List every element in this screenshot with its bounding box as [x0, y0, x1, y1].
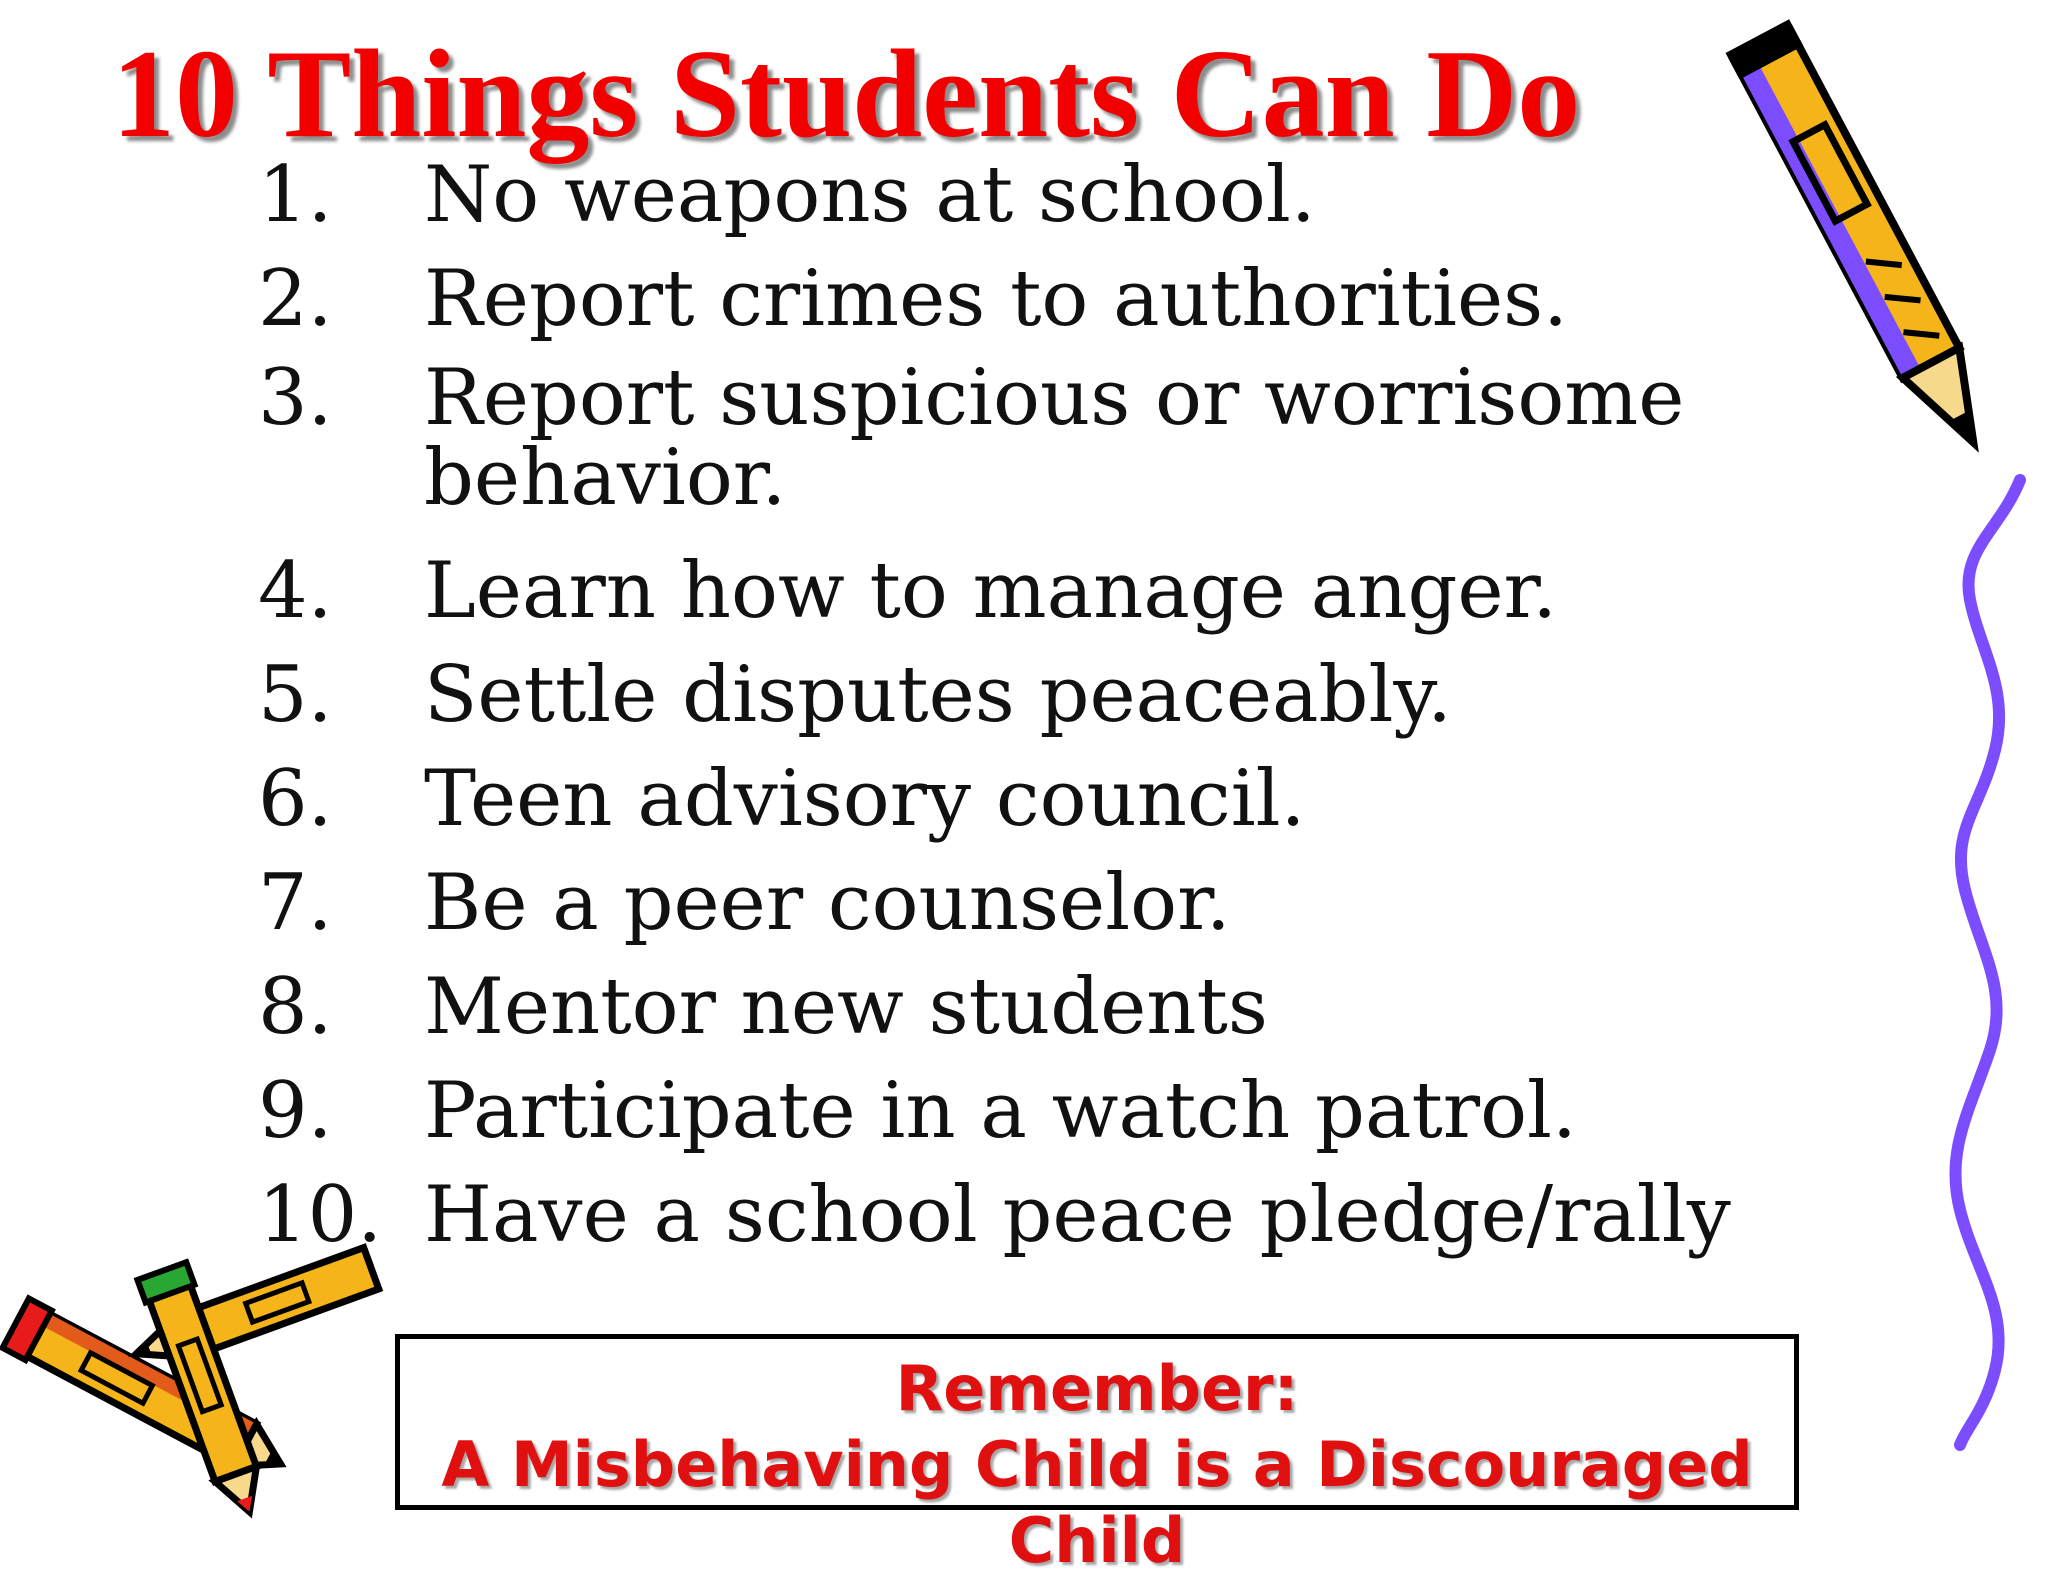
numbered-list: [258, 150, 1924, 1274]
slide-title: 10 Things Students Can Do: [112, 25, 1581, 164]
list-number: 5.: [258, 650, 333, 740]
list-item: [258, 254, 1924, 344]
list-item: [258, 150, 1924, 240]
reminder-message: A Misbehaving Child is a Discouraged Child: [441, 1428, 1753, 1577]
pencils-icon: [0, 1240, 420, 1530]
list-text: Learn how to manage anger.: [424, 546, 1558, 636]
list-number: 10.: [258, 1170, 383, 1260]
list-text: Teen advisory council.: [424, 754, 1306, 844]
list-text: Report suspicious or worrisome behavior.: [424, 353, 1685, 523]
list-text: Report crimes to authorities.: [424, 254, 1568, 344]
list-item: [258, 1066, 1924, 1156]
list-text: Have a school peace pledge/rally: [424, 1170, 1731, 1260]
squiggle-line: [1940, 470, 2030, 1450]
list-number: 6.: [258, 754, 333, 844]
list-number: 1.: [258, 150, 333, 240]
list-item: [258, 1170, 1924, 1260]
list-number: 8.: [258, 962, 333, 1052]
list-number: 4.: [258, 546, 333, 636]
list-item: [258, 353, 1924, 523]
list-number: 3.: [258, 353, 333, 443]
list-item: [258, 858, 1924, 948]
list-item: [258, 962, 1924, 1052]
list-number: 7.: [258, 858, 333, 948]
list-text: Be a peer counselor.: [424, 858, 1231, 948]
reminder-box: [395, 1334, 1799, 1577]
list-item: [258, 754, 1924, 844]
reminder-heading: Remember:: [895, 1352, 1299, 1425]
list-text: No weapons at school.: [424, 150, 1316, 240]
list-text: Participate in a watch patrol.: [424, 1066, 1577, 1156]
list-text: Mentor new students: [424, 962, 1268, 1052]
list-item: [258, 546, 1924, 636]
list-text: Settle disputes peaceably.: [424, 650, 1452, 740]
list-number: 9.: [258, 1066, 333, 1156]
pencil-icon: [1720, 8, 2020, 488]
list-number: 2.: [258, 254, 333, 344]
list-item: [258, 650, 1924, 740]
